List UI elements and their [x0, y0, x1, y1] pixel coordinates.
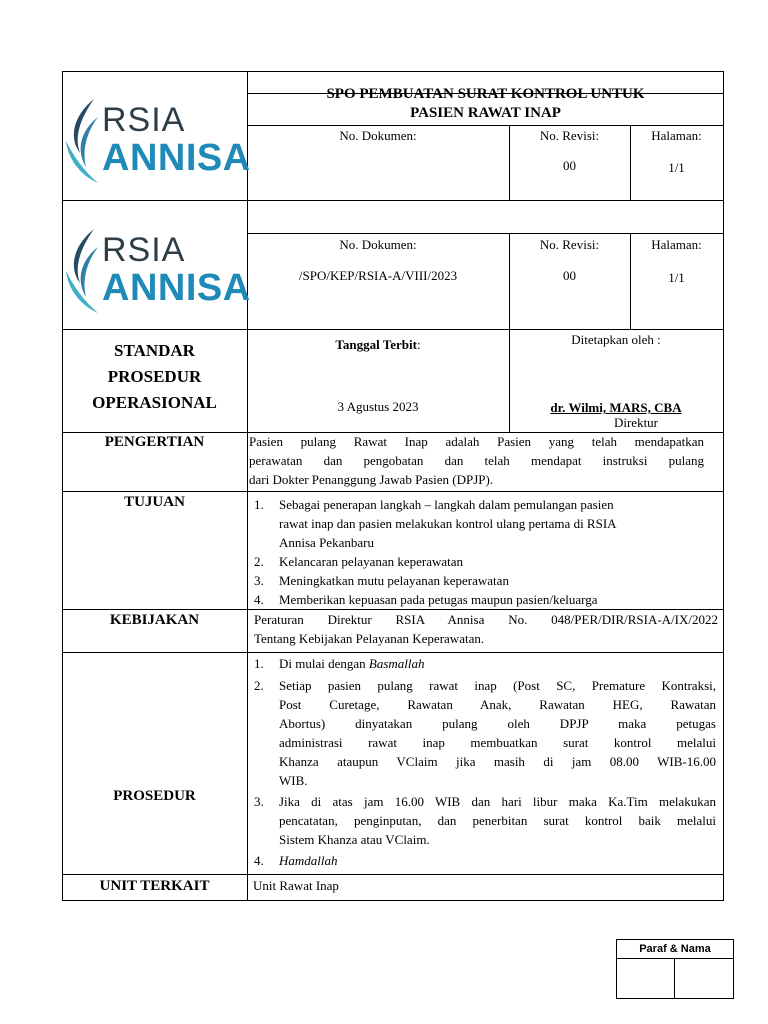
prosedur-list	[254, 654, 716, 870]
list-number: 2.	[254, 554, 264, 569]
issue-date-value: 3 Agustus 2023	[337, 399, 419, 414]
spo-title-line3: OPERASIONAL	[92, 393, 217, 412]
doc-number-label: No. Dokumen:	[339, 128, 417, 143]
pengertian-text	[249, 432, 704, 489]
pengertian-line: Pasien pulang Rawat Inap adalah Pasien yang telah mendapatkan	[249, 434, 704, 449]
list-item-line: Setiap pasien pulang rawat inap (Post SC, Premature Kontraksi,	[279, 678, 716, 693]
list-item-line: rawat inap dan pasien melakukan kontrol ulang pertama di RSIA	[279, 516, 617, 531]
list-item	[254, 792, 716, 849]
list-item-line: Jika di atas jam 16.00 WIB dan hari libur maka Ka.Tim melakukan	[279, 794, 716, 809]
logo-annisa-text: ANNISA	[102, 267, 251, 309]
list-item-text: Memberikan kepuasan pada petugas maupun pasien/keluarga	[279, 592, 598, 607]
list-item-line: Abortus) dinyatakan pulang oleh DPJP maka petugas	[279, 716, 716, 731]
list-item-line: administrasi rawat inap membuatkan surat kontrol melalui	[279, 735, 716, 750]
list-item-italic: Basmallah	[368, 656, 425, 671]
spo-title	[62, 338, 247, 416]
list-item	[254, 676, 716, 790]
leaf-logo-icon	[64, 97, 100, 185]
issue-date-label-text: Tanggal Terbit	[335, 337, 417, 352]
spo-title-line2: PROSEDUR	[107, 367, 202, 386]
list-item-text: Meningkatkan mutu pelayanan keperawatan	[279, 573, 509, 588]
list-item	[254, 571, 714, 590]
paraf-label: Paraf & Nama	[617, 940, 733, 959]
list-item	[254, 590, 714, 609]
page-value: 1/1	[668, 270, 685, 285]
list-number: 4.	[254, 592, 264, 607]
unit-label: UNIT TERKAIT	[99, 878, 210, 894]
list-item-line: Sistem Khanza atau VClaim.	[279, 832, 430, 847]
doc-number-label: No. Dokumen:	[339, 237, 417, 252]
document-title	[247, 85, 724, 123]
list-item-line: Post Curetage, Rawatan Anak, Rawatan HEG, Rawatan	[279, 697, 716, 712]
signer-title: Direktur	[613, 415, 659, 430]
kebijakan-line: Peraturan Direktur RSIA Annisa No. 048/PER/DIR/RSIA-A/IX/2022	[254, 612, 718, 627]
page-value: 1/1	[668, 160, 685, 175]
list-item	[254, 851, 716, 870]
list-item-line: WIB.	[279, 773, 308, 788]
list-number: 1.	[254, 656, 264, 671]
paraf-divider	[674, 958, 675, 998]
list-number: 4.	[254, 853, 264, 868]
list-item	[254, 654, 716, 673]
kebijakan-line: Tentang Kebijakan Pelayanan Keperawatan.	[254, 631, 485, 646]
list-number: 3.	[254, 794, 264, 809]
list-item-line: pencatatan, penginputan, dan penerbitan surat kontrol baik melalui	[279, 813, 716, 828]
issue-date-colon: :	[416, 337, 421, 352]
issue-date-label	[247, 335, 509, 354]
kebijakan-label: KEBIJAKAN	[109, 612, 200, 628]
logo-rsia-text: RSIA	[102, 101, 186, 139]
list-item-italic: Hamdallah	[279, 853, 338, 868]
hospital-logo	[64, 95, 251, 185]
list-item	[254, 495, 714, 552]
doc-number-value: /SPO/KEP/RSIA-A/VIII/2023	[298, 268, 458, 283]
pengertian-line: dari Dokter Penanggung Jawab Pasien (DPJP).	[249, 472, 494, 487]
prosedur-label: PROSEDUR	[113, 788, 196, 804]
revision-label: No. Revisi:	[539, 237, 600, 252]
page-label: Halaman:	[651, 237, 702, 252]
leaf-logo-icon	[64, 227, 100, 315]
spo-title-line1: STANDAR	[114, 341, 195, 360]
list-item-line: Sebagai penerapan langkah – langkah dalam pemulangan pasien	[279, 497, 614, 512]
tujuan-label: TUJUAN	[124, 494, 185, 510]
document-title-line2: PASIEN RAWAT INAP	[410, 105, 561, 121]
list-number: 3.	[254, 573, 264, 588]
tujuan-list	[254, 495, 714, 609]
set-by-label: Ditetapkan oleh :	[571, 332, 661, 347]
list-number: 1.	[254, 497, 264, 512]
document-title-line1: SPO PEMBUATAN SURAT KONTROL UNTUK	[326, 86, 645, 102]
logo-rsia-text: RSIA	[102, 231, 186, 269]
list-item-text: Kelancaran pelayanan keperawatan	[279, 554, 464, 569]
pengertian-line: perawatan dan pengobatan dan telah mendapat instruksi pulang	[249, 453, 704, 468]
revision-label: No. Revisi:	[539, 128, 600, 143]
paraf-box	[616, 939, 734, 999]
kebijakan-text	[254, 610, 718, 648]
pengertian-label: PENGERTIAN	[104, 434, 205, 450]
list-item-line: Annisa Pekanbaru	[279, 535, 374, 550]
unit-value: Unit Rawat Inap	[253, 878, 339, 893]
list-item	[254, 552, 714, 571]
page-label: Halaman:	[651, 128, 702, 143]
hospital-logo	[64, 225, 251, 315]
revision-value: 00	[563, 268, 576, 283]
list-item-text: Di mulai dengan	[279, 656, 369, 671]
signer-name: dr. Wilmi, MARS, CBA	[550, 400, 682, 415]
list-number: 2.	[254, 678, 264, 693]
logo-annisa-text: ANNISA	[102, 137, 251, 179]
revision-value: 00	[563, 158, 576, 173]
list-item-line: Khanza ataupun VClaim jika masih di jam 08.00 WIB-16.00	[279, 754, 716, 769]
